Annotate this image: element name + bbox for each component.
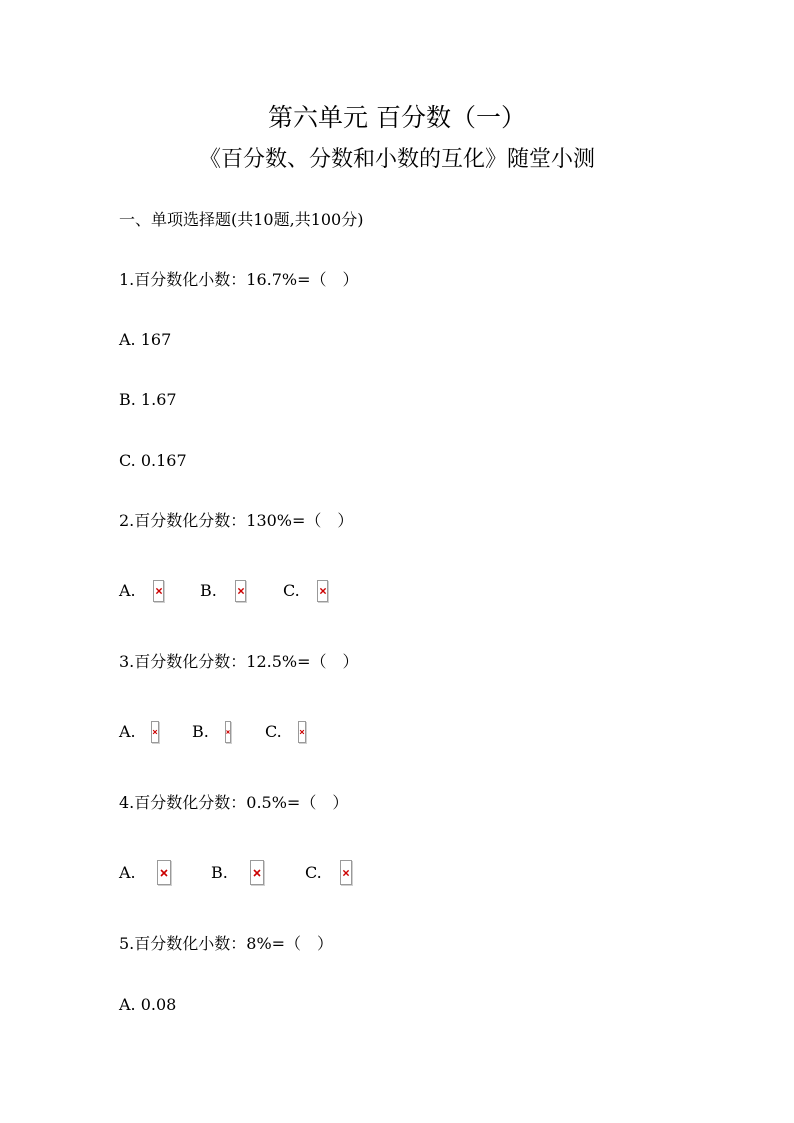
question-2: 2.百分数化分数：130%=（ ） bbox=[119, 511, 354, 530]
question-3-option-a-label: A. bbox=[119, 722, 136, 741]
question-2-option-b-label: B. bbox=[200, 581, 217, 600]
broken-image-icon bbox=[235, 580, 246, 602]
question-2-option-a-label: A. bbox=[119, 581, 136, 600]
question-1-option-b: B. 1.67 bbox=[119, 390, 177, 409]
question-4-option-c-label: C. bbox=[305, 863, 322, 882]
broken-image-icon bbox=[317, 580, 328, 602]
page-subtitle: 《百分数、分数和小数的互化》随堂小测 bbox=[198, 147, 595, 172]
question-1: 1.百分数化小数：16.7%=（ ） bbox=[119, 270, 359, 289]
question-1-option-c: C. 0.167 bbox=[119, 451, 187, 470]
question-3: 3.百分数化分数：12.5%=（ ） bbox=[119, 652, 359, 671]
question-3-option-b-label: B. bbox=[192, 722, 209, 741]
question-3-options bbox=[119, 717, 519, 747]
broken-image-icon bbox=[225, 721, 231, 743]
broken-image-icon bbox=[151, 721, 159, 743]
question-2-option-c-label: C. bbox=[283, 581, 300, 600]
broken-image-icon bbox=[153, 580, 164, 602]
question-3-option-c-label: C. bbox=[265, 722, 282, 741]
question-4: 4.百分数化分数：0.5%=（ ） bbox=[119, 793, 349, 812]
broken-image-icon bbox=[298, 721, 306, 743]
question-5-option-a: A. 0.08 bbox=[119, 995, 177, 1014]
question-4-option-a-label: A. bbox=[119, 863, 136, 882]
question-4-option-b-label: B. bbox=[211, 863, 228, 882]
question-5: 5.百分数化小数：8%=（ ） bbox=[119, 934, 334, 953]
broken-image-icon bbox=[250, 860, 264, 885]
question-1-option-a: A. 167 bbox=[119, 330, 172, 349]
page-title: 第六单元 百分数（一） bbox=[268, 103, 526, 132]
question-2-options bbox=[119, 576, 519, 606]
question-4-options bbox=[119, 858, 519, 888]
section-heading: 一、单项选择题(共10题,共100分) bbox=[119, 210, 364, 229]
broken-image-icon bbox=[340, 860, 352, 885]
broken-image-icon bbox=[157, 860, 171, 885]
